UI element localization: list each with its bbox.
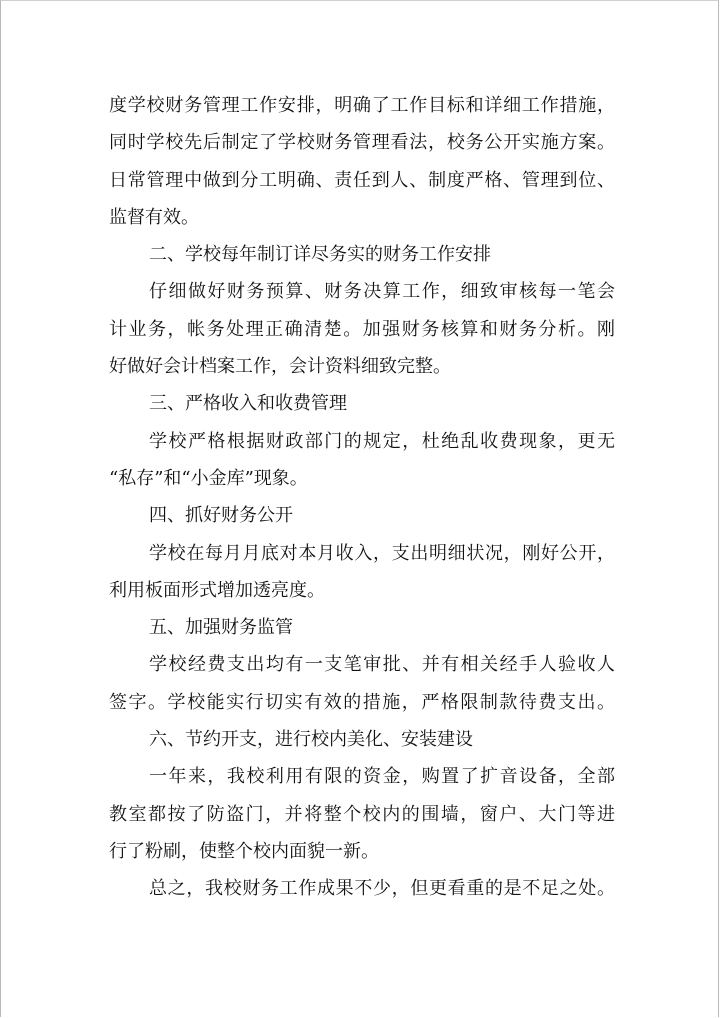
- text-line: 五、加强财务监管: [149, 617, 293, 639]
- text-line: 仔细做好财务预算、财务决算工作，细致审核每一笔会: [149, 281, 615, 303]
- text-line: 四、抓好财务公开: [149, 505, 293, 527]
- text-line: 行了粉刷，使整个校内面貌一新。: [109, 840, 379, 862]
- text-line: 度学校财务管理工作安排，明确了工作目标和详细工作措施，: [109, 95, 615, 116]
- text-line: 一年来，我校利用有限的资金，购置了扩音设备，全部: [149, 766, 615, 788]
- text-line: “私存”和“小金库”现象。: [109, 467, 308, 489]
- text-line: 签字。学校能实行切实有效的措施，严格限制款待费支出。: [109, 691, 615, 713]
- text-line: 学校严格根据财政部门的规定，杜绝乱收费现象，更无: [149, 430, 615, 452]
- text-line: 同时学校先后制定了学校财务管理看法，校务公开实施方案。: [109, 132, 615, 154]
- text-line: 日常管理中做到分工明确、责任到人、制度严格、管理到位、: [109, 169, 615, 191]
- text-line: 利用板面形式增加透亮度。: [109, 579, 325, 601]
- document-body: [109, 87, 615, 908]
- text-line: 学校在每月月底对本月收入，支出明细状况，刚好公开，: [149, 542, 615, 564]
- text-line: 总之，我校财务工作成果不少，但更看重的是不足之处。: [149, 878, 615, 900]
- text-line: 学校经费支出均有一支笔审批、并有相关经手人验收人: [149, 654, 615, 676]
- text-line: 好做好会计档案工作，会计资料细致完整。: [109, 356, 451, 378]
- text-line: 教室都按了防盗门，并将整个校内的围墙，窗户、大门等进: [109, 803, 615, 825]
- text-line: 三、严格收入和收费管理: [149, 393, 347, 415]
- text-line: 计业务，帐务处理正确清楚。加强财务核算和财务分析。刚: [109, 318, 615, 340]
- text-line: 二、学校每年制订详尽务实的财务工作安排: [149, 244, 491, 266]
- text-line: 监督有效。: [109, 206, 199, 228]
- text-line: 六、节约开支，进行校内美化、安装建设: [149, 729, 473, 751]
